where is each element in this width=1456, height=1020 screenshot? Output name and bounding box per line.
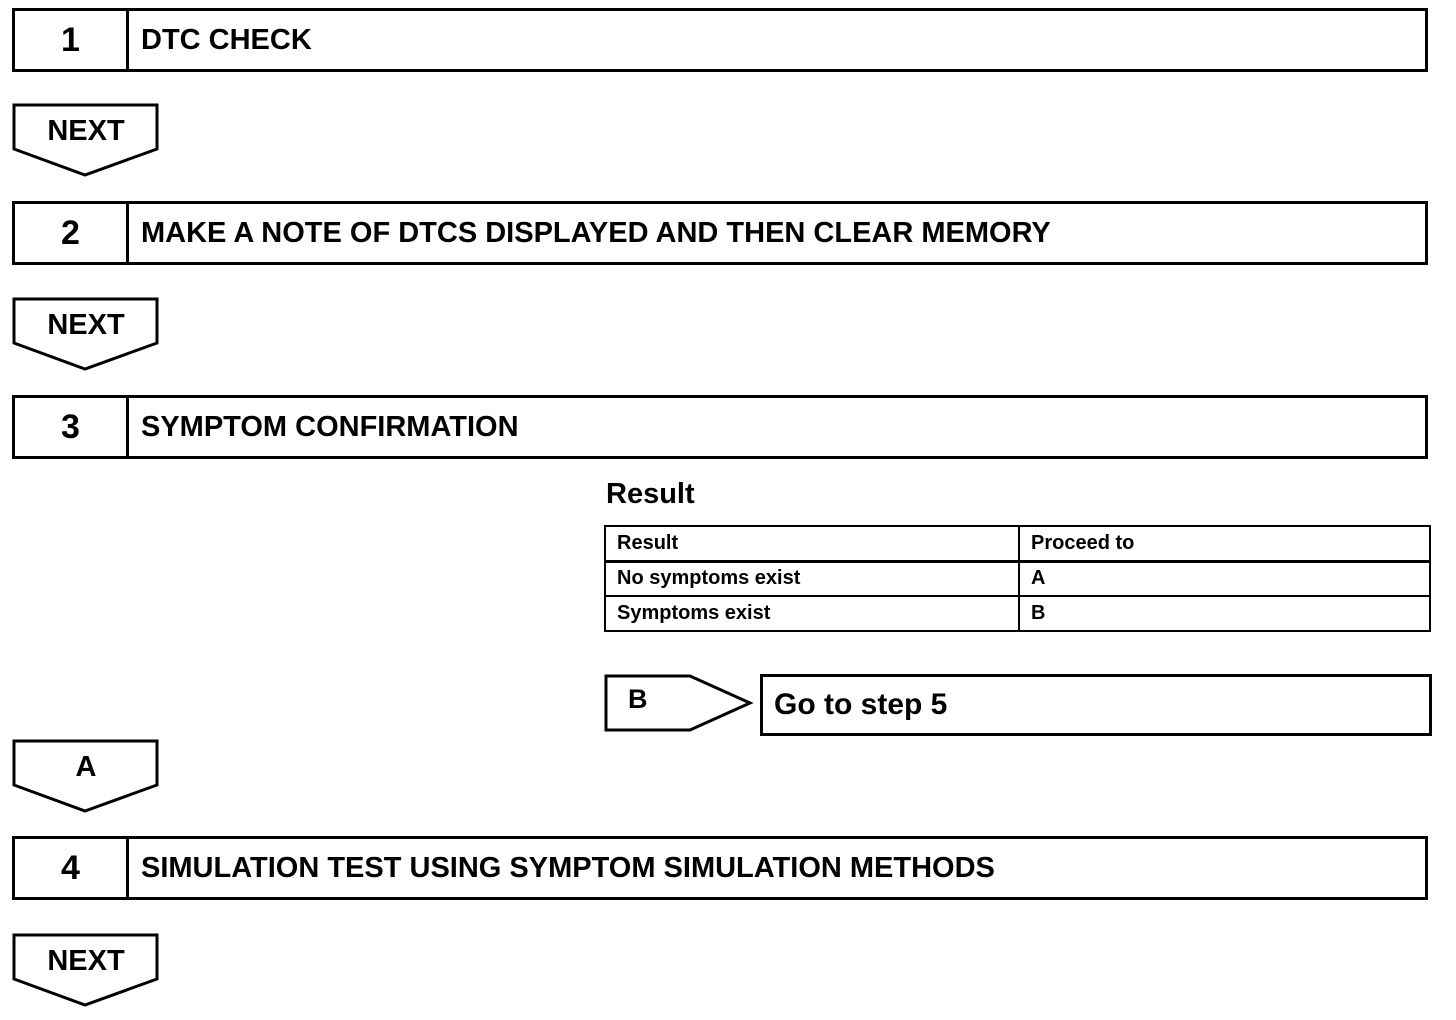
step-1 <box>12 8 1428 72</box>
next-arrow-a <box>12 739 160 813</box>
connector-label: A <box>75 751 97 783</box>
goto-step-box: Go to step 5 <box>760 674 1432 736</box>
next-arrow-2 <box>12 297 160 371</box>
step-3 <box>12 395 1428 459</box>
result-cell: No symptoms exist <box>605 561 1019 596</box>
step-title: MAKE A NOTE OF DTCS DISPLAYED AND THEN CLEAR MEMORY <box>141 216 1051 249</box>
table-row <box>605 561 1430 596</box>
result-heading: Result <box>606 478 695 510</box>
step-title: SYMPTOM CONFIRMATION <box>141 410 519 443</box>
column-header-result: Result <box>605 526 1019 561</box>
table-header-row <box>605 526 1430 561</box>
step-number: 1 <box>15 11 129 69</box>
step-2 <box>12 201 1428 265</box>
next-arrow-1 <box>12 103 160 177</box>
result-cell: Symptoms exist <box>605 596 1019 631</box>
branch-label: B <box>628 684 648 714</box>
table-row <box>605 596 1430 631</box>
connector-label: NEXT <box>47 115 125 147</box>
column-header-proceed: Proceed to <box>1019 526 1430 561</box>
next-arrow-4 <box>12 933 160 1007</box>
result-table <box>604 525 1431 632</box>
step-number: 2 <box>15 204 129 262</box>
step-4 <box>12 836 1428 900</box>
step-title: SIMULATION TEST USING SYMPTOM SIMULATION METHODS <box>141 851 995 884</box>
proceed-cell: B <box>1019 596 1430 631</box>
proceed-cell: A <box>1019 561 1430 596</box>
connector-label: NEXT <box>47 945 125 977</box>
right-arrow-icon <box>604 674 754 732</box>
step-number: 4 <box>15 839 129 897</box>
step-number: 3 <box>15 398 129 456</box>
connector-label: NEXT <box>47 309 125 341</box>
branch-arrow-b <box>604 674 754 732</box>
step-title: DTC CHECK <box>141 23 312 56</box>
